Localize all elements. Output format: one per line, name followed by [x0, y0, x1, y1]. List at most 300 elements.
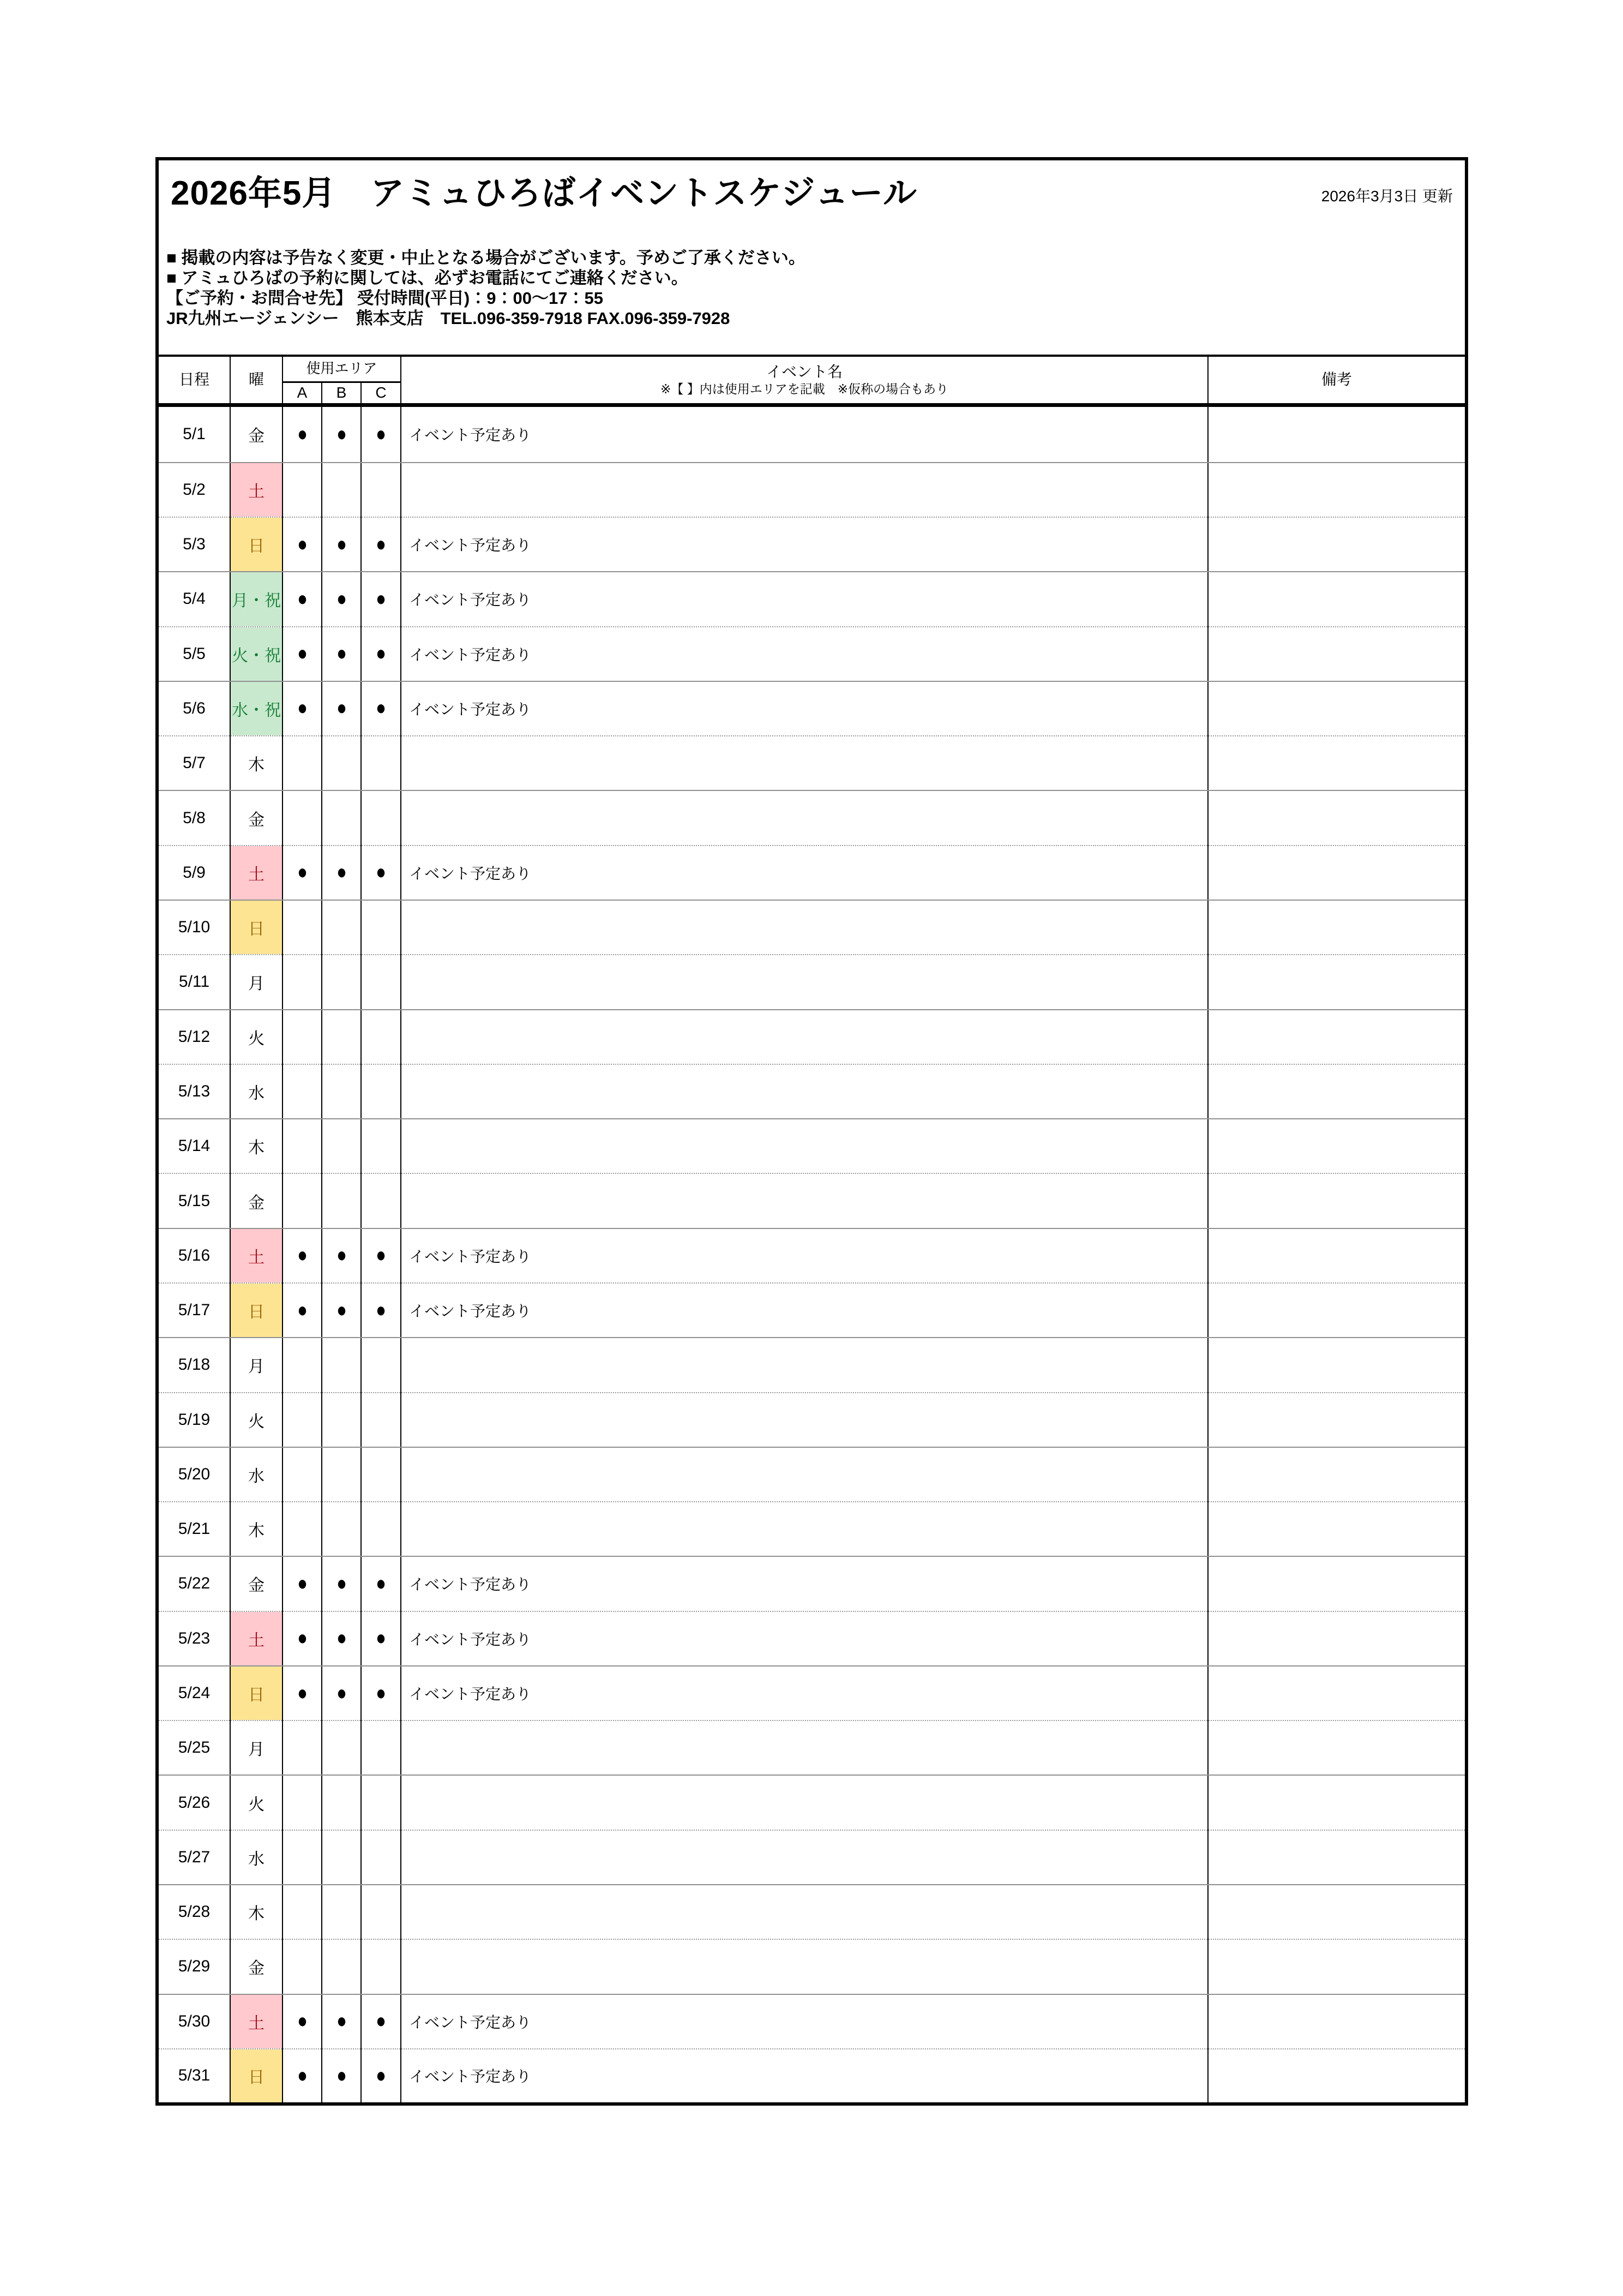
cell-text: イベント予定あり [409, 427, 532, 444]
remarks-cell [1208, 1611, 1465, 1666]
remarks-cell [1208, 627, 1465, 681]
event-cell [401, 681, 1208, 736]
event-cell [401, 517, 1208, 572]
cell-text: ● [336, 697, 347, 720]
cell-text: 日 [248, 1303, 265, 1322]
table-row [159, 1994, 1465, 2049]
area-b-cell [322, 1502, 361, 1556]
area-b-cell [322, 790, 361, 845]
date-cell [159, 900, 230, 955]
event-cell [401, 1885, 1208, 1939]
date-cell [159, 1556, 230, 1611]
date-cell [159, 1447, 230, 1502]
cell-text: 5/7 [183, 754, 206, 772]
cell-text: 5/12 [178, 1027, 211, 1046]
area-c-cell [361, 1064, 401, 1119]
area-b-cell [322, 681, 361, 736]
area-b-cell [322, 1010, 361, 1064]
cell-text: 火 [248, 1412, 265, 1431]
day-cell [230, 1666, 282, 1720]
area-a-cell [282, 736, 322, 790]
cell-text: ● [376, 1681, 386, 1705]
area-a-cell [282, 1173, 322, 1228]
cell-text: 木 [248, 756, 265, 775]
table-row [159, 1228, 1465, 1283]
area-a-cell [282, 405, 322, 463]
cell-text: ● [376, 697, 386, 720]
event-cell [401, 1338, 1208, 1392]
cell-text: イベント予定あり [409, 1576, 532, 1593]
area-a-cell [282, 1502, 322, 1556]
event-cell [401, 1502, 1208, 1556]
area-a-cell [282, 1830, 322, 1885]
day-cell [230, 2049, 282, 2102]
cell-text: 火・祝 [232, 646, 281, 665]
table-row [159, 790, 1465, 845]
date-cell [159, 1775, 230, 1830]
table-row [159, 627, 1465, 681]
area-a-cell [282, 1775, 322, 1830]
area-b-cell [322, 846, 361, 900]
table-row [159, 1173, 1465, 1228]
date-cell [159, 1228, 230, 1283]
cell-text: ● [297, 1681, 308, 1705]
event-cell [401, 627, 1208, 681]
table-row [159, 1283, 1465, 1338]
header-date: 日程 [159, 356, 230, 405]
area-c-cell [361, 627, 401, 681]
cell-text: 日 [248, 1686, 265, 1705]
area-b-cell [322, 1338, 361, 1392]
cell-text: 5/2 [183, 480, 206, 499]
area-a-cell [282, 1338, 322, 1392]
event-cell [401, 790, 1208, 845]
event-cell [401, 900, 1208, 955]
header-area-a: A [282, 382, 322, 405]
event-cell [401, 1775, 1208, 1830]
remarks-cell [1208, 1502, 1465, 1556]
cell-text: イベント予定あり [409, 1303, 532, 1320]
cell-text: ● [336, 1298, 347, 1322]
remarks-cell [1208, 846, 1465, 900]
table-row [159, 955, 1465, 1009]
cell-text: 5/28 [178, 1903, 211, 1921]
cell-text: ● [297, 697, 308, 720]
header-event-line1: イベント名 [766, 363, 843, 380]
cell-text: 月 [248, 1358, 265, 1376]
remarks-cell [1208, 1010, 1465, 1064]
area-b-cell [322, 627, 361, 681]
area-a-cell [282, 1010, 322, 1064]
header-remarks: 備考 [1208, 356, 1465, 405]
table-row [159, 1447, 1465, 1502]
cell-text: 金 [248, 1576, 265, 1595]
cell-text: 月・祝 [232, 592, 281, 610]
header-event-line2: ※【 】内は使用エリアを記載 ※仮称の場合もあり [660, 382, 948, 397]
remarks-cell [1208, 1885, 1465, 1939]
updated-date: 2026年3月3日 更新 [1321, 188, 1453, 205]
area-a-cell [282, 1611, 322, 1666]
remarks-cell [1208, 1173, 1465, 1228]
cell-text: 5/25 [178, 1739, 211, 1757]
remarks-cell [1208, 405, 1465, 463]
table-row [159, 1939, 1465, 1994]
date-cell [159, 1939, 230, 1994]
day-cell [230, 681, 282, 736]
date-cell [159, 1885, 230, 1939]
event-cell [401, 1393, 1208, 1447]
area-c-cell [361, 1939, 401, 1994]
day-cell [230, 1611, 282, 1666]
cell-text: 5/24 [178, 1684, 211, 1702]
area-b-cell [322, 1885, 361, 1939]
day-cell [230, 1775, 282, 1830]
area-a-cell [282, 1885, 322, 1939]
note-line: ■ アミュひろばの予約に関しては、必ずお電話にてご連絡ください。 [166, 268, 688, 287]
day-cell [230, 1885, 282, 1939]
day-cell [230, 405, 282, 463]
area-c-cell [361, 1885, 401, 1939]
cell-text: 5/17 [178, 1301, 211, 1320]
note-line: 【ご予約・お問合せ先】 受付時間(平日)：9：00～17：55 [166, 289, 603, 308]
area-c-cell [361, 1393, 401, 1447]
remarks-cell [1208, 736, 1465, 790]
table-row [159, 572, 1465, 626]
cell-text: 5/6 [183, 699, 206, 717]
remarks-cell [1208, 517, 1465, 572]
area-c-cell [361, 572, 401, 626]
area-a-cell [282, 1447, 322, 1502]
area-c-cell [361, 790, 401, 845]
area-a-cell [282, 517, 322, 572]
remarks-cell [1208, 1939, 1465, 1994]
day-cell [230, 955, 282, 1009]
area-a-cell [282, 1119, 322, 1173]
day-cell [230, 900, 282, 955]
cell-text: 5/23 [178, 1629, 211, 1647]
area-b-cell [322, 736, 361, 790]
cell-text: ● [376, 1572, 386, 1595]
schedule-table [159, 355, 1465, 2102]
cell-text: ● [336, 422, 347, 446]
event-cell [401, 405, 1208, 463]
area-a-cell [282, 572, 322, 626]
area-a-cell [282, 1720, 322, 1775]
cell-text: イベント予定あり [409, 700, 532, 718]
day-cell [230, 572, 282, 626]
header-area-b: B [322, 382, 361, 405]
cell-text: ● [297, 532, 308, 556]
date-cell [159, 846, 230, 900]
table-row [159, 736, 1465, 790]
event-cell [401, 1010, 1208, 1064]
table-body [159, 405, 1465, 2102]
cell-text: ● [336, 587, 347, 610]
event-cell [401, 736, 1208, 790]
cell-text: 5/21 [178, 1520, 211, 1538]
area-b-cell [322, 1447, 361, 1502]
table-row [159, 681, 1465, 736]
table-row [159, 1885, 1465, 1939]
table-row [159, 1830, 1465, 1885]
cell-text: 土 [248, 1631, 265, 1650]
remarks-cell [1208, 900, 1465, 955]
cell-text: ● [376, 532, 386, 556]
cell-text: 木 [248, 1522, 265, 1540]
date-cell [159, 1338, 230, 1392]
table-row [159, 517, 1465, 572]
cell-text: ● [297, 422, 308, 446]
area-a-cell [282, 790, 322, 845]
remarks-cell [1208, 1994, 1465, 2049]
date-cell [159, 790, 230, 845]
date-cell [159, 405, 230, 463]
cell-text: 5/11 [178, 973, 210, 991]
area-c-cell [361, 736, 401, 790]
schedule-sheet [155, 157, 1468, 2106]
day-cell [230, 1119, 282, 1173]
header-event-name [401, 356, 1208, 405]
remarks-cell [1208, 1556, 1465, 1611]
event-cell [401, 463, 1208, 517]
note-line: JR九州エージェンシー 熊本支店 TEL.096-359-7918 FAX.096-359-7928 [166, 309, 730, 328]
header-area-c: C [361, 382, 401, 405]
cell-text: 5/20 [178, 1465, 211, 1483]
cell-text: 5/8 [183, 808, 206, 827]
area-b-cell [322, 1939, 361, 1994]
table-row [159, 1338, 1465, 1392]
date-cell [159, 736, 230, 790]
day-cell [230, 1338, 282, 1392]
day-cell [230, 1010, 282, 1064]
cell-text: ● [336, 1244, 347, 1267]
cell-text: ● [297, 1244, 308, 1267]
area-c-cell [361, 1556, 401, 1611]
area-c-cell [361, 681, 401, 736]
cell-text: 日 [248, 920, 265, 939]
area-a-cell [282, 846, 322, 900]
date-cell [159, 1830, 230, 1885]
area-a-cell [282, 1064, 322, 1119]
date-cell [159, 1502, 230, 1556]
area-c-cell [361, 405, 401, 463]
cell-text: 土 [248, 482, 265, 501]
area-c-cell [361, 1666, 401, 1720]
table-row [159, 900, 1465, 955]
day-cell [230, 627, 282, 681]
cell-text: イベント予定あり [409, 1248, 532, 1265]
cell-text: ● [336, 861, 347, 884]
cell-text: イベント予定あり [409, 865, 532, 882]
day-cell [230, 846, 282, 900]
cell-text: 5/14 [178, 1137, 211, 1155]
cell-text: ● [376, 642, 386, 666]
day-cell [230, 1447, 282, 1502]
cell-text: 月 [248, 1741, 265, 1759]
date-cell [159, 1283, 230, 1338]
area-b-cell [322, 463, 361, 517]
area-c-cell [361, 1228, 401, 1283]
date-cell [159, 681, 230, 736]
cell-text: ● [297, 1572, 308, 1595]
cell-text: ● [376, 422, 386, 446]
cell-text: イベント予定あり [409, 537, 532, 554]
area-b-cell [322, 1393, 361, 1447]
cell-text: 金 [248, 1959, 265, 1978]
cell-text: ● [376, 1244, 386, 1267]
area-b-cell [322, 1228, 361, 1283]
cell-text: 5/13 [178, 1082, 211, 1100]
date-cell [159, 2049, 230, 2102]
remarks-cell [1208, 1338, 1465, 1392]
area-a-cell [282, 1283, 322, 1338]
date-cell [159, 463, 230, 517]
event-cell [401, 1064, 1208, 1119]
area-b-cell [322, 1666, 361, 1720]
remarks-cell [1208, 1447, 1465, 1502]
date-cell [159, 1994, 230, 2049]
date-cell [159, 1010, 230, 1064]
table-row [159, 1556, 1465, 1611]
cell-text: 5/30 [178, 2012, 211, 2030]
date-cell [159, 1173, 230, 1228]
table-row [159, 1502, 1465, 1556]
cell-text: 5/22 [178, 1574, 211, 1593]
area-a-cell [282, 955, 322, 1009]
table-row [159, 1010, 1465, 1064]
event-cell [401, 1830, 1208, 1885]
area-c-cell [361, 1830, 401, 1885]
event-cell [401, 1939, 1208, 1994]
area-a-cell [282, 1228, 322, 1283]
cell-text: 5/10 [178, 918, 211, 937]
cell-text: 5/16 [178, 1246, 211, 1264]
area-b-cell [322, 955, 361, 1009]
cell-text: ● [297, 642, 308, 666]
area-a-cell [282, 1666, 322, 1720]
remarks-cell [1208, 790, 1465, 845]
remarks-cell [1208, 1393, 1465, 1447]
cell-text: 5/15 [178, 1191, 211, 1210]
area-b-cell [322, 517, 361, 572]
cell-text: ● [297, 2064, 308, 2087]
cell-text: 水 [248, 1850, 265, 1868]
page-title: 2026年5月 アミュひろばイベントスケジュール [171, 175, 917, 212]
day-cell [230, 463, 282, 517]
date-cell [159, 1393, 230, 1447]
area-c-cell [361, 1283, 401, 1338]
header-usage-area: 使用エリア [282, 356, 401, 382]
day-cell [230, 790, 282, 845]
date-cell [159, 1720, 230, 1775]
cell-text: 土 [248, 2014, 265, 2033]
event-cell [401, 846, 1208, 900]
area-c-cell [361, 1119, 401, 1173]
cell-text: 5/1 [183, 425, 206, 443]
cell-text: ● [376, 1627, 386, 1650]
area-c-cell [361, 517, 401, 572]
day-cell [230, 736, 282, 790]
area-c-cell [361, 1994, 401, 2049]
table-row [159, 846, 1465, 900]
cell-text: 5/19 [178, 1410, 211, 1429]
cell-text: 火 [248, 1795, 265, 1814]
area-c-cell [361, 1447, 401, 1502]
date-cell [159, 517, 230, 572]
area-c-cell [361, 463, 401, 517]
event-cell [401, 1666, 1208, 1720]
day-cell [230, 1939, 282, 1994]
date-cell [159, 1119, 230, 1173]
area-b-cell [322, 1283, 361, 1338]
day-cell [230, 1283, 282, 1338]
area-c-cell [361, 1010, 401, 1064]
remarks-cell [1208, 2049, 1465, 2102]
area-b-cell [322, 1064, 361, 1119]
cell-text: ● [376, 1298, 386, 1322]
event-cell [401, 1556, 1208, 1611]
cell-text: 5/3 [183, 535, 206, 554]
table-row [159, 1666, 1465, 1720]
cell-text: 5/29 [178, 1957, 211, 1976]
remarks-cell [1208, 1119, 1465, 1173]
area-b-cell [322, 1775, 361, 1830]
cell-text: 金 [248, 1194, 265, 1212]
area-c-cell [361, 846, 401, 900]
table-row [159, 1393, 1465, 1447]
area-b-cell [322, 1611, 361, 1666]
cell-text: 金 [248, 811, 265, 829]
event-cell [401, 2049, 1208, 2102]
table-row [159, 1611, 1465, 1666]
cell-text: ● [336, 1627, 347, 1650]
table-row [159, 2049, 1465, 2102]
table-row [159, 405, 1465, 463]
area-b-cell [322, 1119, 361, 1173]
area-a-cell [282, 681, 322, 736]
area-b-cell [322, 2049, 361, 2102]
cell-text: ● [336, 642, 347, 666]
cell-text: 日 [248, 537, 265, 556]
cell-text: イベント予定あり [409, 2068, 532, 2085]
remarks-cell [1208, 1228, 1465, 1283]
day-cell [230, 1228, 282, 1283]
day-cell [230, 1720, 282, 1775]
area-a-cell [282, 900, 322, 955]
area-a-cell [282, 2049, 322, 2102]
cell-text: ● [297, 861, 308, 884]
cell-text: イベント予定あり [409, 646, 532, 663]
area-b-cell [322, 1556, 361, 1611]
date-cell [159, 955, 230, 1009]
day-cell [230, 1173, 282, 1228]
cell-text: 月 [248, 975, 265, 993]
day-cell [230, 1502, 282, 1556]
date-cell [159, 627, 230, 681]
cell-text: 火 [248, 1029, 265, 1048]
remarks-cell [1208, 1720, 1465, 1775]
area-b-cell [322, 900, 361, 955]
cell-text: ● [376, 2010, 386, 2033]
cell-text: ● [336, 532, 347, 556]
date-cell [159, 1666, 230, 1720]
cell-text: イベント予定あり [409, 591, 532, 609]
date-cell [159, 1064, 230, 1119]
cell-text: 水 [248, 1467, 265, 1485]
cell-text: 5/26 [178, 1793, 211, 1812]
date-cell [159, 1611, 230, 1666]
cell-text: ● [297, 1627, 308, 1650]
